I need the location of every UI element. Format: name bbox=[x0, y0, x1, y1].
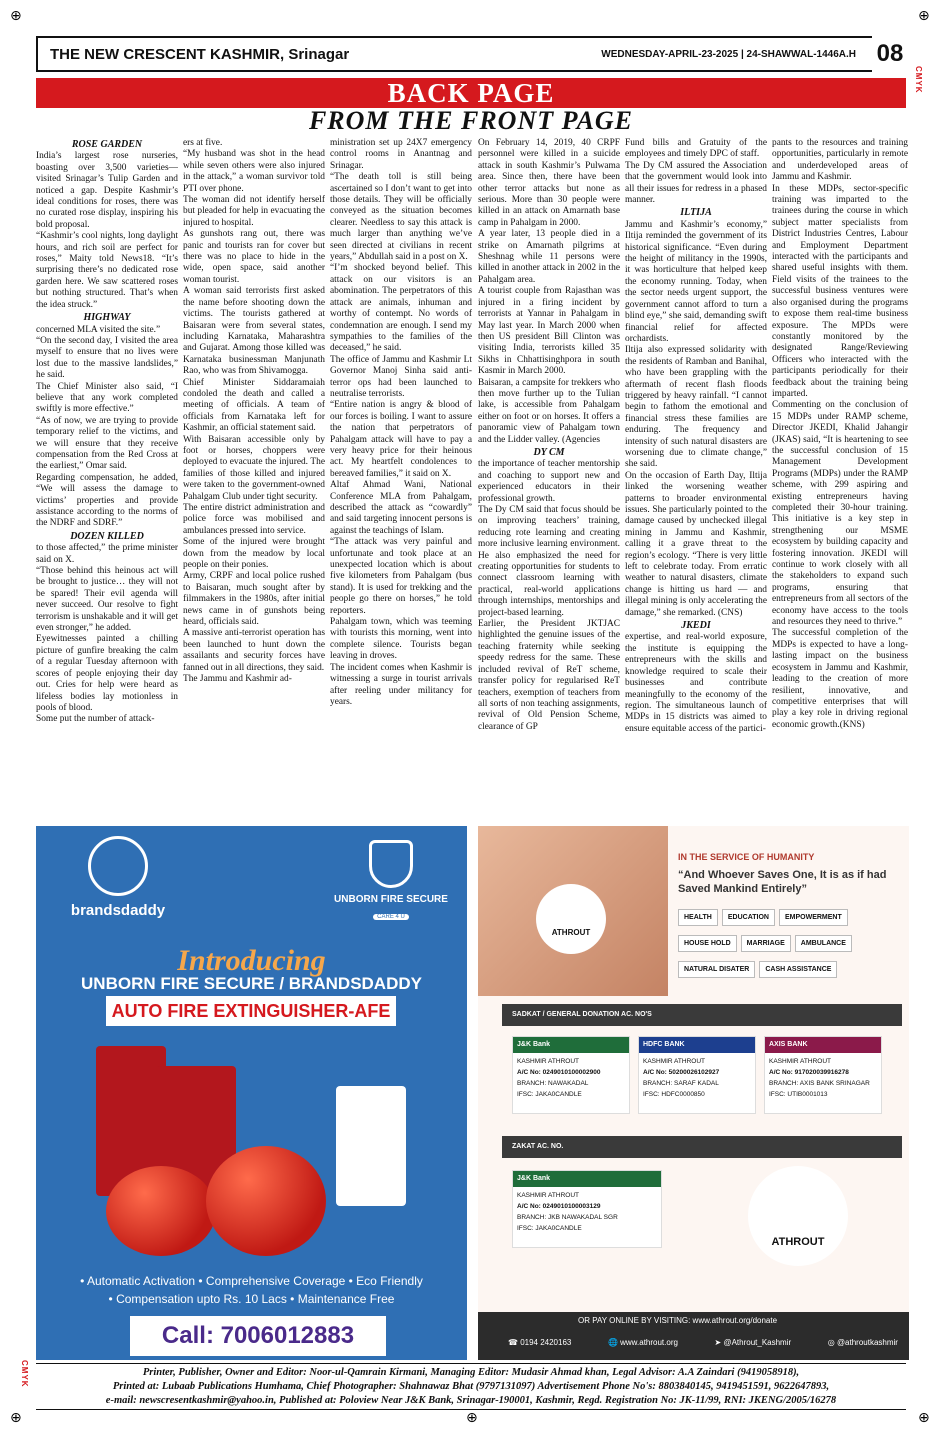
unborn-fire-secure-logo: UNBORN FIRE SECURE CARE 4 U bbox=[326, 840, 456, 940]
registration-mark-icon: ⊕ bbox=[10, 8, 22, 24]
article-column-3 bbox=[330, 138, 472, 824]
service-tag: MARRIAGE bbox=[741, 935, 791, 952]
ad-intro: Introducing bbox=[177, 944, 326, 977]
zakat-bank-card: J&K Bank KASHMIR ATHROUT A/C No: 0249010100003129 BRANCH: JKB NAWAKADAL SGR IFSC: JAKA0CANDLE bbox=[512, 1170, 662, 1248]
paragraph: “The death toll is still being ascertained so I don’t want to get into those details. They will be officially conveyed as the situation becomes clearer. Needless to say this attack is much larger than anything we’ve seen directed at civilians in recent years,” Abdullah said in a post on X. bbox=[330, 172, 472, 263]
paragraph: “On the second day, I visited the area myself to ensure that no lives were lost due to the massive landslides,” he said. bbox=[36, 335, 178, 381]
article-heading: ILTIJA bbox=[680, 207, 712, 219]
paragraph: On February 14, 2019, 40 CRPF personnel were killed in a suicide attack in south Kashmir’s Pulwama area. Since then, there have been other terror attacks but none as serious. More than 30 people were killed in an attack on Amarnath base camp in Pahalgam in 2000. bbox=[478, 138, 620, 228]
registration-mark-icon: ⊕ bbox=[918, 8, 930, 24]
paragraph: A year later, 13 people died in a strike on Amarnath pilgrims at Sheshnag while 11 persons were killed in another attack in 2002 in the Pahalgam area. bbox=[478, 229, 620, 285]
paragraph: The woman did not identify herself but pleaded for help in evacuating the injured to hospital. bbox=[183, 195, 325, 228]
brandsdaddy-logo: brandsdaddy bbox=[48, 836, 188, 946]
paragraph: “The attack was very painful and unfortunate and took place at an unexpected location which is about five kilometers from Pahalgam (bus stand). It is used for trekking and the people go there on horses,” he told reporters. bbox=[330, 537, 472, 616]
registration-mark-icon: ⊕ bbox=[918, 1410, 930, 1426]
brandsdaddy-logo-icon bbox=[88, 836, 148, 896]
article-column-1 bbox=[36, 138, 178, 824]
paragraph: ministration set up 24X7 emergency control rooms in Anantnag and Srinagar. bbox=[330, 138, 472, 171]
cmyk-strip: CMYK bbox=[20, 1360, 29, 1388]
paragraph: Regarding compensation, he added, “We will assess the damage to victims’ properties and provide assistance according to the norms of the NDRF and SDRF.” bbox=[36, 472, 178, 529]
paragraph: to those affected,” the prime minister said on X. bbox=[36, 543, 178, 565]
imprint-footer: Printer, Publisher, Owner and Editor: Noor-ul-Qamrain Kirmani, Managing Editor: Mudasir Ahmad khan, Legal Advisor: A.A Zaindari (9419058918), Printed at: Lubaab Publications Humhama, Chief Photographer: Shahnawaz Bhat (9797131097) Advertisement Phone No's: 8803840145, 9419451591, 9622647893, e-mail: newscresentkashmir@yahoo.in, Published at: Poloview Near J&K Bank, Srinagar-190001, Kashmir, Regd. Registration No: JK-11/99, RNI: JKENG/2005/16278 bbox=[105, 1367, 837, 1406]
paragraph: Chief Minister Siddaramaiah condoled the death and called a meeting of officials. A team of officials from Karnataka left for Kashmir, an official statement said. bbox=[183, 377, 325, 434]
paragraph: Altaf Ahmad Wani, National Conference MLA from Pahalgam, described the attack as “cowardly” and said targeting innocent persons is against the teachings of Islam. bbox=[330, 480, 472, 536]
paragraph: Iltija also expressed solidarity with the residents of Ramban and Banihal, who have been grappling with the aftermath of recent flash floods triggered by heavy rainfall. “I cannot begin to fathom the emotional and financial stress these families are enduring. The frequency and intensity of such natural disasters are worsening due to climate change,” she said. bbox=[625, 345, 767, 470]
service-tag: AMBULANCE bbox=[795, 935, 852, 952]
cmyk-strip: CMYK bbox=[914, 66, 923, 94]
product-image bbox=[96, 1046, 416, 1256]
paragraph: “I’m shocked beyond belief. This attack on our visitors is an abomination. The perpetrators of this attack are animals, inhuman and worthy of contempt. No words of condemnation are enough. I send my sympathies to the families of the deceased,” he said. bbox=[330, 263, 472, 354]
divider bbox=[36, 1363, 906, 1364]
paragraph: concerned MLA visited the site.” bbox=[36, 324, 161, 335]
paragraph: “My husband was shot in the head while seven others were also injured in the attack,” a woman survivor told PTI over phone. bbox=[183, 149, 325, 194]
article-heading: ROSE GARDEN bbox=[71, 139, 143, 150]
paragraph: Baisaran, a campsite for trekkers who then move further up to the Tulian lake, is accessible from Pahalgam either on foot or on horses. It offers a panoramic view of Pahalgam town and the Lidder valley. (Agencies bbox=[478, 377, 620, 445]
paragraph: expertise, and real-world exposure, the institute is equipping the entrepreneurs with the skills and knowledge required to scale their businesses and contribute meaningfully to the economy of the region. The simultaneous launch of MDPs in 15 districts was aimed to ensure equitable access of the partici- bbox=[625, 632, 767, 734]
paragraph: Fund bills and Gratuity of the employees and timely DPC of staff. bbox=[625, 138, 767, 160]
athrout-donation-ad bbox=[478, 826, 909, 1360]
article-heading: HIGHWAY bbox=[83, 312, 131, 324]
paragraph: “Kashmir’s cool nights, long daylight hours, and rich soil are perfect for roses,” Maity told News18. “It’s surprising there’s no dedicated rose garden here. We saw scattered roses but nothing structured. That’s when the idea struck.” bbox=[36, 231, 178, 310]
paragraph: Pahalgam town, which was teeming with tourists this morning, went into complete silence. Tourists began leaving in droves. bbox=[330, 617, 472, 662]
section-subtitle: FROM THE FRONT PAGE bbox=[308, 106, 634, 135]
paragraph: ers at five. bbox=[183, 138, 223, 148]
paragraph: The Dy CM said that focus should be on improving teachers’ training, reducing rote learning and creating more inclusive learning environment. He also emphasized the need for creating opportunities for students to connect classroom learning with practical, real-world applications through internships, mentorships and project-based learning. bbox=[478, 505, 620, 618]
website-contact: 🌐 www.athrout.org bbox=[607, 1338, 678, 1347]
bank-card: AXIS BANK KASHMIR ATHROUT A/C No: 917020039916278 BRANCH: AXIS BANK SRINAGAR IFSC: UTIB0001013 bbox=[764, 1036, 882, 1114]
paragraph: The Chief Minister also said, “I believe that any work completed swiftly is more effective.” bbox=[36, 381, 178, 415]
paragraph: the importance of teacher mentorship and coaching to support new and experienced educators in their professional growth. bbox=[478, 459, 620, 504]
registration-mark-icon: ⊕ bbox=[466, 1410, 478, 1426]
paragraph: The successful completion of the MDPs is expected to have a long-lasting impact on the business ecosystem in Jammu and Kashmir, leading to the creation of more resilient, innovative, and competitive enterprises that will play a key role in driving regional economic growth.(KNS) bbox=[772, 628, 908, 730]
paragraph: A massive anti-terrorist operation has been launched to hunt down the assailants and security forces have fanned out in all directions, they said. bbox=[183, 628, 325, 673]
paragraph: The Dy CM assured the Association that the government would look into all their issues for redress in a phased manner. bbox=[625, 160, 767, 206]
phone-contact: ☎ 0194 2420163 bbox=[508, 1338, 572, 1347]
paragraph: Jammu and Kashmir’s economy,” Iltija reminded the government of its historical significance. “Even during the height of militancy in the 1990s, it was horticulture that helped keep the economy running. Today, when the sector needs urgent support, the government cannot afford to turn a blind eye,” she said, demanding swift financial relief for affected orchardists. bbox=[625, 219, 767, 344]
bank-card: HDFC BANK KASHMIR ATHROUT A/C No: 50200026102927 BRANCH: SARAF KADAL IFSC: HDFC0000850 bbox=[638, 1036, 756, 1114]
article-heading: JKEDI bbox=[681, 620, 711, 632]
service-tag: HEALTH bbox=[678, 909, 718, 926]
paragraph: pants to the resources and training opportunities, particularly in remote and underdeveloped areas of Jammu and Kashmir. bbox=[772, 138, 908, 183]
paragraph: “Those behind this heinous act will be brought to justice… they will not be spared! Their evil agenda will never succeed. Our resolve to fight terrorism is unshakable and it will get even stronger,” he added. bbox=[36, 566, 178, 634]
zakat-section-title: ZAKAT AC. NO. bbox=[502, 1136, 902, 1158]
paragraph: A tourist couple from Rajasthan was injured in a firing incident by terrorists at Yannar in Pahalgam in May last year. In March 2000 when then US president Bill Clinton was visiting India, terrorists killed 35 Sikhs in Chhattisinghpora in south Kasmir in March 2000. bbox=[478, 286, 620, 377]
paragraph: In these MDPs, sector-specific training was imparted to the trainees during the course in which subject matter specialists from District Industries Centres, Labour and Employment Department interacted with the participants and shared useful insights with them. Field visits of the trainees to the successful business ventures were also organised during the programs to expose them real-time business exposure. The MPDs were constantly monitored by the designated Range/Reviewing Officers who interacted with the participants periodically for their feedback about the training being imparted. bbox=[772, 183, 908, 399]
masthead bbox=[36, 36, 906, 72]
service-tag: EDUCATION bbox=[722, 909, 775, 926]
paragraph: India’s largest rose nurseries, boasting over 3,500 varieties— visited Srinagar’s Tulip Garden and noticed a gap. Despite Kashmir’s ideal conditions for roses, there was no curated rose display, inspiring his bold proposal. bbox=[36, 151, 178, 230]
paragraph: With Baisaran accessible only by foot or horses, choppers were deployed to evacuate the injured. The families of those killed and injured were taken to the government-owned Pahalgam Club under tight security. bbox=[183, 434, 325, 502]
paragraph: Commenting on the conclusion of 15 MDPs under RAMP scheme, Director JKEDI, Khalid Jahangir (JKAS) said, “It is heartening to see the successful conclusion of 15 Management Development Programs (MDPs) under the RAMP scheme, with 299 aspiring and existing entrepreneurs having completed their 30-hour training. This initiative is a key step in strengthening our MSME ecosystem by building capacity and fostering innovation. JKEDI will continue to work closely with all the stakeholders to expand such programs, ensuring that entrepreneurs from all sectors of the economy have access to the tools and resources they need to thrive.” bbox=[772, 400, 908, 628]
paragraph: As gunshots rang out, there was panic and tourists ran for cover but there was no place to hide in the wide, open space, said another woman tourist. bbox=[183, 229, 325, 285]
shield-icon bbox=[369, 840, 413, 888]
paragraph: Some put the number of attack- bbox=[36, 714, 155, 725]
page-number: 08 bbox=[872, 36, 908, 72]
sadkat-section-title: SADKAT / GENERAL DONATION AC. NO'S bbox=[502, 1004, 902, 1026]
service-tags bbox=[678, 906, 903, 984]
paragraph: Eyewitnesses painted a chilling picture of gunfire breaking the calm of a regular Tuesday afternoon with scores of people enjoying their day out. Cries for help were heard as lifeless bodies lay motionless in pools of blood. bbox=[36, 634, 178, 713]
article-heading: DOZEN KILLED bbox=[70, 530, 144, 542]
section-banner: BACK PAGE bbox=[36, 78, 906, 108]
paragraph: Army, CRPF and local police rushed to Baisaran, much sought after by filmmakers in the 1980s, after initial news came in of gunshots being heard, officials said. bbox=[183, 571, 325, 628]
fire-extinguisher-ad bbox=[36, 826, 467, 1360]
bank-card: J&K Bank KASHMIR ATHROUT A/C No: 0249010100002900 BRANCH: NAWAKADAL IFSC: JAKA0CANDLE bbox=[512, 1036, 630, 1114]
service-tag: CASH ASSISTANCE bbox=[759, 961, 837, 978]
newspaper-name: THE NEW CRESCENT KASHMIR, Srinagar bbox=[50, 45, 350, 63]
twitter-contact: ➤ @Athrout_Kashmir bbox=[714, 1338, 792, 1347]
article-heading: DY CM bbox=[533, 446, 565, 458]
paragraph: The Jammu and Kashmir ad- bbox=[183, 674, 292, 685]
paragraph: “As of now, we are trying to provide temporary relief to the victims, and we will ensure that they receive compensation from the Red Cross at the earliest,” Omar said. bbox=[36, 415, 178, 472]
registration-mark-icon: ⊕ bbox=[10, 1410, 22, 1426]
instagram-contact: ◎ @athroutkashmir bbox=[827, 1338, 898, 1347]
athrout-logo-large: ATHROUT bbox=[748, 1166, 848, 1266]
ad-brand-line: UNBORN FIRE SECURE / BRANDSDADDY bbox=[81, 974, 422, 993]
ad-features: • Automatic Activation • Comprehensive Coverage • Eco Friendly • Compensation upto Rs. 10 Lacs • Maintenance Free bbox=[80, 1274, 423, 1306]
paragraph: Earlier, the President JKTJAC highlighted the genuine issues of the teaching fraternity while seeking speedy redress for the same. These included revival of ReT scheme, transfer policy for regularised ReT teachers, exemption of teachers from all sorts of non teaching assignments, revival of Old Pension Scheme, clearance of GP bbox=[478, 619, 620, 732]
article-column-5 bbox=[625, 138, 767, 824]
paragraph: On the occasion of Earth Day, Iltija linked the worsening weather patterns to broader environmental issues. She particularly pointed to the damage caused by unchecked illegal mining in Jammu and Kashmir, calling it a grave threat to the region’s ecology. “There is very little left to celebrate today. From erratic weather to natural disasters, climate change is hitting us hard — and illegal mining is only accelerating the damage,” she remarked. (CNS) bbox=[625, 470, 767, 618]
divider bbox=[36, 1409, 906, 1410]
service-tag: NATURAL DISATER bbox=[678, 961, 755, 978]
paragraph: The office of Jammu and Kashmir Lt Governor Manoj Sinha said anti-terror ops had been launched to neutralise terrorists. bbox=[330, 354, 472, 399]
athrout-logo: ATHROUT bbox=[536, 884, 606, 954]
ad-heading: IN THE SERVICE OF HUMANITY bbox=[678, 852, 815, 862]
paragraph: The entire district administration and police force was mobilised and ambulances pressed into service. bbox=[183, 503, 325, 536]
issue-date: WEDNESDAY-APRIL-23-2025 | 24-SHAWWAL-1446A.H bbox=[601, 48, 856, 60]
donation-online-bar: OR PAY ONLINE BY VISITING: www.athrout.org/donate ☎ 0194 2420163 🌐 www.athrout.org ➤ @Athrout_Kashmir ◎ @athroutkashmir bbox=[478, 1312, 909, 1360]
article-column-2 bbox=[183, 138, 325, 824]
article-column-4 bbox=[478, 138, 620, 824]
paragraph: A woman said terrorists first asked the name before shooting down the victims. The tourists gathered at Baisaran were from several states, including Karnataka, Maharashtra and Gujarat. Among those killed was Karnataka businessman Manjunath Rao, who was from Shivamogga. bbox=[183, 286, 325, 377]
paragraph: The incident comes when Kashmir is witnessing a surge in tourist arrivals after reeling under militancy for years. bbox=[330, 662, 472, 707]
paragraph: “Entire nation is angry & blood of our forces is boiling. I want to assure the nation that perpetrators of Pahalgam attack will have to pay a very heavy price for their heinous act. My heartfelt condolences to bereaved families,” it said on X. bbox=[330, 400, 472, 479]
service-tag: HOUSE HOLD bbox=[678, 935, 737, 952]
ad-product-title: AUTO FIRE EXTINGUISHER-AFE bbox=[106, 996, 396, 1026]
service-tag: EMPOWERMENT bbox=[779, 909, 848, 926]
paragraph: Some of the injured were brought down from the meadow by local people on their ponies. bbox=[183, 537, 325, 571]
article-column-6 bbox=[772, 138, 908, 824]
ad-quote: “And Whoever Saves One, It is as if had Saved Mankind Entirely” bbox=[678, 869, 887, 895]
ad-call-number: Call: 7006012883 bbox=[130, 1316, 386, 1356]
